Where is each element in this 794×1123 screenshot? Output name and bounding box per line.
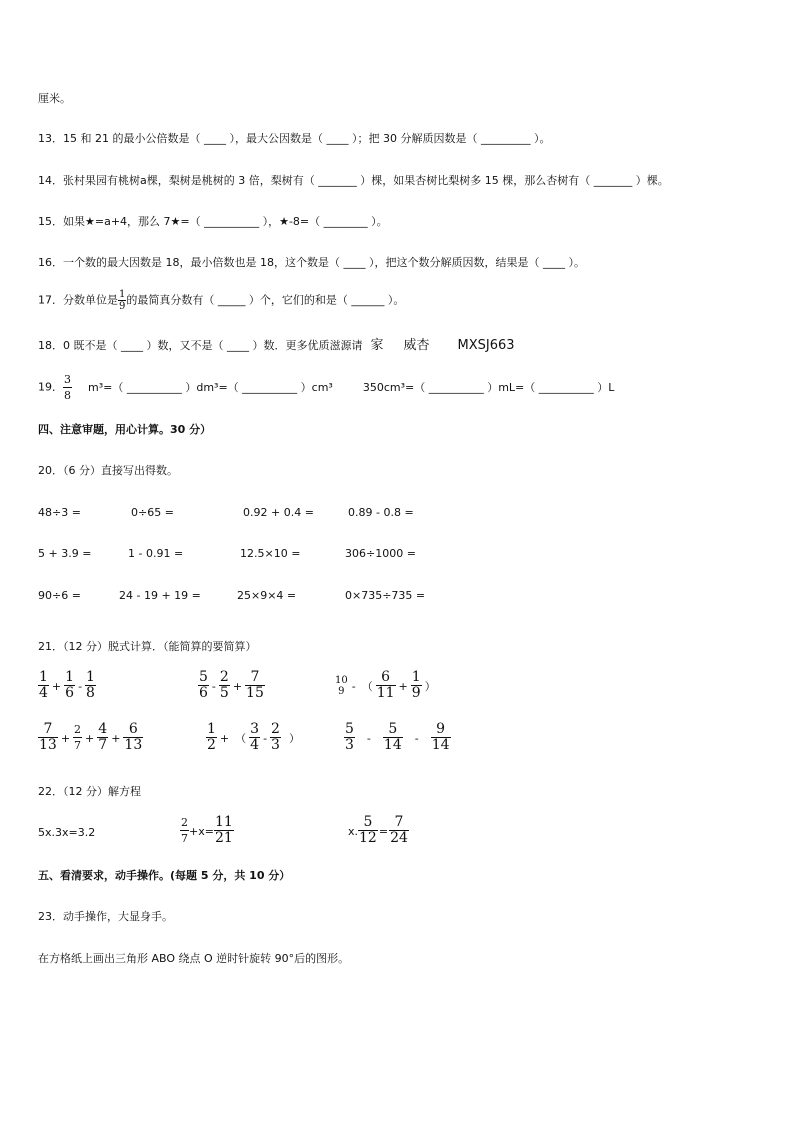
- q20-cell: 306÷1000 =: [345, 547, 416, 560]
- q20-cell: 1 - 0.91 =: [128, 547, 184, 560]
- frac-num: 10: [335, 674, 348, 686]
- frac-den: 2: [207, 737, 216, 753]
- q20-cell: 5 + 3.9 =: [38, 547, 92, 560]
- frac-num: 2: [219, 669, 229, 685]
- frac-num: 7: [250, 669, 260, 685]
- operator: +: [85, 732, 95, 745]
- q21-expression-1: [38, 670, 96, 701]
- frac-num: 9: [436, 721, 446, 737]
- fraction: [85, 670, 96, 701]
- q20-cell: 0.89 - 0.8 =: [348, 506, 414, 519]
- frac-den: 6: [199, 685, 208, 701]
- q21-expression-6: [344, 722, 451, 753]
- fraction: [389, 815, 409, 846]
- operator: -: [351, 680, 356, 693]
- question-16: 16．一个数的最大因数是 18，最小倍数也是 18，这个数是（ ____ ），把这个数分解质因数，结果是（ ____ ）。: [38, 256, 585, 269]
- frac-den: 14: [431, 737, 450, 753]
- q19-num: 19．: [38, 380, 63, 394]
- frac-num: 2: [181, 816, 188, 829]
- frac-den: 9: [411, 685, 421, 701]
- fraction: [358, 815, 378, 846]
- frac-den: 9: [338, 685, 345, 697]
- q20-cell: 25×9×4 =: [237, 589, 297, 602]
- frac-den: 7: [74, 739, 82, 752]
- frac-num: 3: [250, 721, 260, 737]
- fraction: [219, 670, 230, 701]
- operator: +: [398, 680, 408, 693]
- left-paren: （: [235, 732, 247, 745]
- q17-prefix: 17．分数单位是: [38, 293, 118, 307]
- frac-den: 14: [383, 737, 402, 753]
- frac-num: 1: [411, 669, 421, 685]
- frac-num: 7: [43, 721, 53, 737]
- fraction: [344, 722, 355, 753]
- q19-fraction: [63, 372, 72, 403]
- frac-den: 7: [98, 737, 108, 753]
- fraction: [376, 670, 396, 701]
- fraction: [245, 670, 265, 701]
- frac-den: 3: [345, 737, 354, 753]
- operator: -: [414, 732, 419, 745]
- q20-cell: 0.92 + 0.4 =: [243, 506, 314, 519]
- frac-num: 5: [345, 721, 354, 737]
- operator: +: [111, 732, 121, 745]
- frac-den: 13: [124, 737, 143, 753]
- question-23-description: 在方格纸上画出三角形 ABO 绕点 O 逆时针旋转 90°后的图形。: [38, 952, 350, 965]
- q19-part-2: 350cm³=（ __________ ）mL=（ __________ ）L: [362, 380, 615, 394]
- frac-den: 4: [250, 737, 260, 753]
- frac-den: 13: [39, 737, 57, 753]
- operator: +: [51, 680, 62, 693]
- fraction: [334, 675, 349, 697]
- q20-cell: 90÷6 =: [38, 589, 81, 602]
- q20-cell: 0×735÷735 =: [345, 589, 426, 602]
- question-14: 14．张村果园有桃树a棵，梨树是桃树的 3 倍，梨树有（ _______ ）棵，如果杏树比梨树多 15 棵，那么杏树有（ _______ ）棵。: [38, 174, 669, 187]
- question-13: 13．15 和 21 的最小公倍数是（ ____ ），最大公因数是（ ____ ）；把 30 分解质因数是（ _________ ）。: [38, 132, 551, 145]
- q17-suffix: 的最简真分数有（ _____ ）个，它们的和是（ ______ ）。: [126, 293, 405, 307]
- q22-equation-2: [180, 815, 234, 846]
- question-21-title: 21．（12 分）脱式计算．（能简算的要简算）: [38, 640, 257, 653]
- equals-sign: =: [378, 825, 389, 838]
- fraction: [198, 670, 209, 701]
- fraction: [431, 722, 451, 753]
- fraction: [249, 722, 260, 753]
- frac-den: 11: [376, 685, 395, 701]
- frac-num: 2: [271, 721, 280, 737]
- fraction: [206, 722, 217, 753]
- q18-word-3: MXSJ663: [457, 338, 515, 353]
- question-19: [38, 372, 614, 403]
- frac-den: 9: [119, 301, 126, 312]
- fraction: [411, 670, 422, 701]
- operator: +: [219, 732, 230, 745]
- top-fragment: 厘米。: [38, 92, 71, 105]
- fraction: [123, 722, 143, 753]
- equation-middle: +x=: [189, 825, 214, 838]
- frac-num: 4: [98, 721, 108, 737]
- frac-num: 6: [128, 721, 138, 737]
- frac-num: 5: [199, 669, 208, 685]
- right-paren: ）: [288, 732, 300, 745]
- frac-num: 7: [394, 814, 404, 830]
- question-15: 15．如果★=a+4，那么 7★=（ __________ ），★-8=（ ________ ）。: [38, 215, 388, 228]
- q21-expression-2: [198, 670, 265, 701]
- frac-num: 2: [74, 723, 82, 736]
- fraction: [214, 815, 234, 846]
- q18-word-1: 家: [370, 338, 384, 353]
- frac-num: 6: [381, 669, 391, 685]
- operator: -: [366, 732, 371, 745]
- q20-cell: 24 - 19 + 19 =: [119, 589, 201, 602]
- right-paren: ）: [424, 680, 436, 693]
- frac-den: 8: [64, 389, 71, 402]
- q22-equation-3: [348, 815, 409, 846]
- question-18: [38, 339, 515, 353]
- section-5-heading: 五、看清要求，动手操作。(每题 5 分，共 10 分）: [38, 869, 291, 882]
- operator: +: [232, 680, 243, 693]
- fraction: [38, 722, 58, 753]
- q21-expression-3: [334, 670, 439, 701]
- question-17: [38, 289, 404, 312]
- fraction: [73, 722, 82, 753]
- fraction: [38, 670, 49, 701]
- q21-expression-4: [38, 722, 143, 753]
- frac-den: 15: [246, 685, 264, 701]
- q19-part-1: m³=（ __________ ）dm³=（ __________ ）cm³: [88, 380, 333, 394]
- frac-den: 21: [214, 830, 233, 846]
- frac-num: 11: [214, 814, 233, 830]
- frac-num: 1: [86, 669, 95, 685]
- question-23: 23．动手操作，大显身手。: [38, 910, 173, 923]
- q20-cell: 0÷65 =: [131, 506, 174, 519]
- question-22-title: 22．（12 分）解方程: [38, 785, 141, 798]
- operator: -: [78, 680, 83, 693]
- frac-den: 6: [65, 685, 75, 701]
- section-4-heading: 四、注意审题，用心计算。30 分）: [38, 423, 212, 436]
- fraction: [64, 670, 75, 701]
- operator: -: [211, 680, 216, 693]
- q20-cell: 12.5×10 =: [240, 547, 301, 560]
- frac-den: 7: [181, 832, 188, 845]
- q20-cell: 48÷3 =: [38, 506, 81, 519]
- left-paren: （: [361, 680, 373, 693]
- operator: -: [263, 732, 268, 745]
- frac-num: 1: [65, 669, 75, 685]
- q18-word-2: 威杏: [403, 338, 430, 353]
- frac-num: 3: [64, 373, 71, 386]
- fraction: [180, 815, 189, 846]
- operator: +: [60, 732, 71, 745]
- frac-num: 1: [207, 721, 216, 737]
- frac-num: 5: [388, 721, 398, 737]
- fraction: [270, 722, 281, 753]
- q21-expression-5: [206, 722, 303, 753]
- frac-den: 5: [219, 685, 229, 701]
- frac-num: 1: [39, 669, 48, 685]
- frac-den: 4: [39, 685, 48, 701]
- frac-den: 24: [390, 830, 408, 846]
- frac-den: 12: [359, 830, 377, 846]
- frac-den: 8: [86, 685, 95, 701]
- frac-num: 5: [363, 814, 373, 830]
- q22-equation-1: 5x.3x=3.2: [38, 826, 96, 839]
- fraction: [97, 722, 108, 753]
- question-20-title: 20．（6 分）直接写出得数。: [38, 464, 178, 477]
- fraction: [383, 722, 403, 753]
- frac-num: 1: [119, 289, 126, 300]
- equation-lead: x.: [348, 825, 359, 838]
- frac-den: 3: [271, 737, 280, 753]
- q18-text: 18．0 既不是（ ____ ）数，又不是（ ____ ）数．更多优质滋源请: [38, 339, 363, 352]
